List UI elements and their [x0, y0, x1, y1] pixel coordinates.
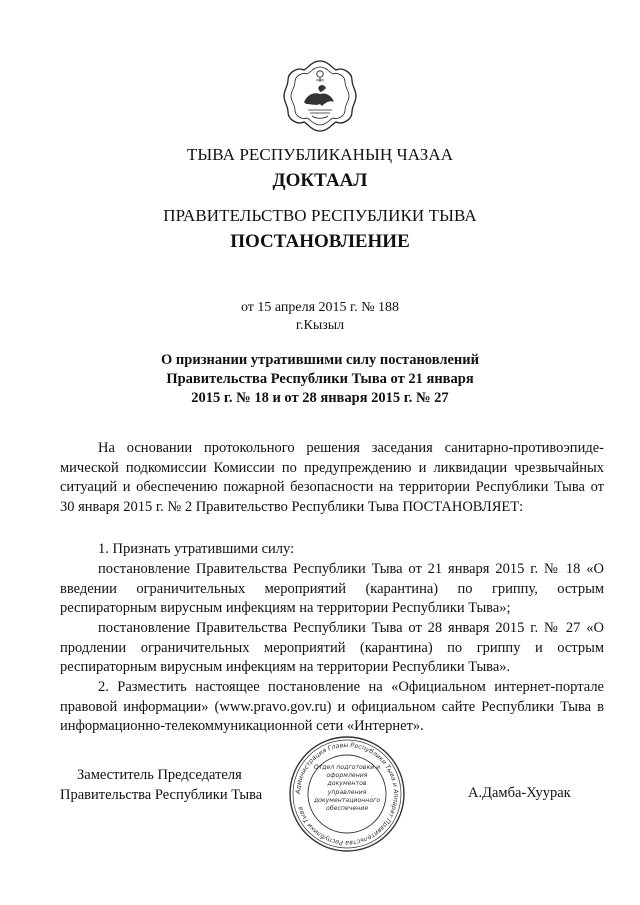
preamble-paragraph: На основании протокольного решения заседания санитарно-противоэпидемической подкомиссии Комиссии по предупреждению и ликвидации чрезвычайных ситуаций и обеспечению пожарной безопасности на территории Республики Тыва от 30 января 2015 г. № 2 Правительство Республики Тыва ПОСТАНОВЛЯЕТ: [60, 440, 604, 515]
signer-title-line1: Заместитель Председателя [77, 767, 242, 783]
org-name-russian: ПРАВИТЕЛЬСТВО РЕСПУБЛИКИ ТЫВА [163, 206, 477, 225]
item1-heading: 1. Признать утратившими силу: [98, 541, 295, 557]
title-line: 2015 г. № 18 и от 28 января 2015 г. № 27 [191, 390, 449, 406]
signer-title-line2: Правительства Республики Тыва [60, 787, 263, 803]
document-place: г.Кызыл [295, 318, 345, 333]
item2-paragraph: 2. Разместить настоящее постановление на «Официальном интернет-портале правовой информации» (www.pravo.gov.ru) и официальном сайте Республики Тыва в информационно-телекоммуникационной сети «Интернет». [60, 679, 604, 735]
doc-type-russian: ПОСТАНОВЛЕНИЕ [230, 231, 410, 252]
official-seal-icon [287, 734, 407, 854]
item1-clause-a: постановление Правительства Республики Тыва от 21 января 2015 г. № 18 «О введении ограничительных мероприятий (карантина) по гриппу, острым респираторным вирусным инфекциям на территории Республики Тыва»; [60, 561, 604, 617]
title-line: О признании утратившими силу постановлений [161, 352, 479, 368]
org-name-native: ТЫВА РЕСПУБЛИКАНЫҢ ЧАЗАА [186, 145, 454, 164]
seal-center-text: Отдел подготовки и оформления документов управления документационного обеспечения [313, 764, 381, 813]
doc-type-native: ДОКТААЛ [272, 170, 368, 191]
signer-name: А.Дамба-Хуурак [468, 785, 571, 801]
document-title [120, 351, 520, 408]
signer-title [60, 765, 262, 805]
document-date: от 15 апреля 2015 г. № 188 [240, 300, 400, 315]
seal-ring-text: Администрация Главы Республики Тыва и Аппарат Правительства Республики Тыва [294, 741, 400, 847]
item1-clause-b: постановление Правительства Республики Тыва от 28 января 2015 г. № 27 «О продлении ограничительных мероприятий (карантина) по гриппу и острым респираторным вирусным инфекциям на территории Республики Тыва». [60, 620, 604, 676]
title-line: Правительства Республики Тыва от 21 января [166, 371, 474, 387]
tuva-emblem-icon [282, 58, 358, 134]
